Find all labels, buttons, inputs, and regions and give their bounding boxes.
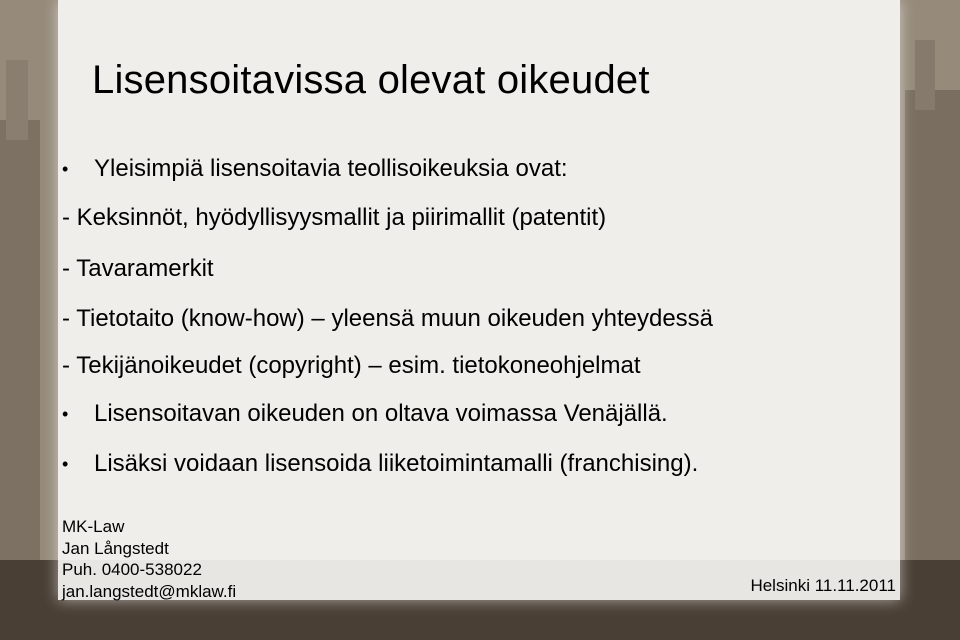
org-name: MK-Law [62,517,125,536]
sub-item: - Tekijänoikeudet (copyright) – esim. tietokoneohjelmat [62,352,641,379]
slide-title: Lisensoitavissa olevat oikeudet [92,58,650,102]
contact-phone: Puh. 0400-538022 [62,560,202,579]
contact-name: Jan Långstedt [62,538,169,558]
sub-item: - Keksinnöt, hyödyllisyysmallit ja piirimallit (patentit) [62,204,607,231]
sub-item: - Tavaramerkit [62,255,214,282]
bullet-icon: • [62,454,69,474]
bullet-text: Yleisimpiä lisensoitavia teollisoikeuksia ovat: [94,155,568,182]
bullet-icon: • [62,159,69,179]
contact-block [62,516,236,602]
sub-item: - Tietotaito (know-how) – yleensä muun oikeuden yhteydessä [62,305,714,332]
contact-email: jan.langstedt@mklaw.fi [62,581,237,601]
bullet-text: Lisäksi voidaan lisensoida liiketoimintamalli (franchising). [94,450,699,477]
bullet-text: Lisensoitavan oikeuden on oltava voimassa Venäjällä. [94,400,668,427]
place-date: Helsinki 11.11.2011 [750,576,896,595]
bullet-icon: • [62,404,69,424]
